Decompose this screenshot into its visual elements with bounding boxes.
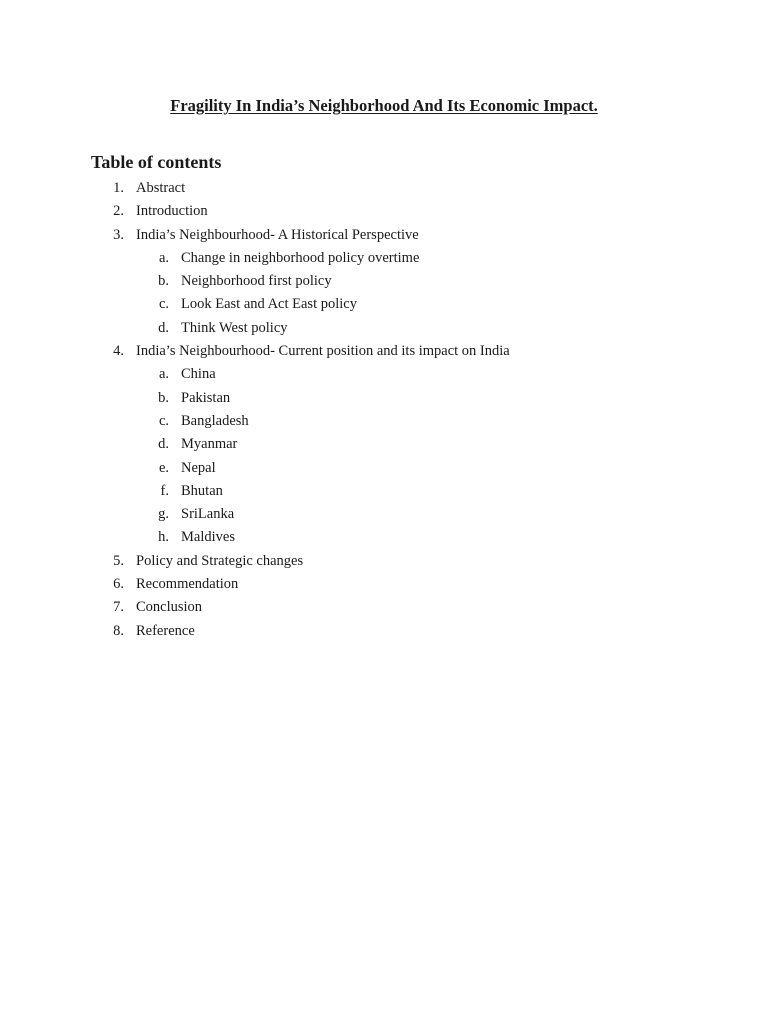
toc-subitem-letter: g. — [158, 506, 169, 523]
toc-item-label: Conclusion — [136, 599, 203, 616]
toc-item-label: India’s Neighbourhood- A Historical Perspective — [136, 226, 419, 243]
toc-subitem-letter: a. — [158, 366, 169, 383]
toc-subitem-label: SriLanka — [181, 506, 235, 523]
toc-item-number: 8. — [113, 622, 124, 639]
toc-item-label: Policy and Strategic changes — [136, 552, 304, 569]
toc-subitem-label: Look East and Act East policy — [181, 296, 357, 313]
toc-subitem-label: China — [181, 366, 216, 383]
toc-subitem-letter: h. — [158, 529, 169, 546]
toc-subitem-label: Myanmar — [181, 436, 238, 453]
toc-subitem-label: Change in neighborhood policy overtime — [181, 249, 420, 266]
toc-item-number: 5. — [113, 552, 124, 569]
toc-item-number: 4. — [113, 343, 124, 360]
toc-item-number: 7. — [113, 599, 124, 616]
toc-subitem-letter: d. — [158, 319, 169, 336]
toc-item-number: 1. — [113, 180, 124, 196]
toc-subitem-label: Nepal — [181, 459, 216, 476]
toc-item-label: Abstract — [136, 180, 186, 196]
toc-item-label: Recommendation — [136, 576, 239, 593]
toc-subitem-letter: f. — [160, 482, 169, 499]
toc-subitem-label: Think West policy — [181, 319, 288, 336]
toc-item-number: 3. — [113, 226, 124, 243]
toc-subitem-label: Bangladesh — [181, 412, 249, 429]
toc-heading: Table of contents — [91, 152, 222, 172]
toc-subitem-label: Neighborhood first policy — [181, 273, 332, 290]
toc-item-number: 6. — [113, 576, 124, 593]
toc-item-label: Reference — [136, 622, 195, 639]
toc-subitem-label: Pakistan — [181, 389, 231, 406]
toc-subitem-letter: b. — [158, 273, 169, 290]
toc-subitem-label: Bhutan — [181, 482, 223, 499]
toc-item-number: 2. — [113, 203, 124, 220]
toc-item-label: Introduction — [136, 203, 208, 220]
document-title: Fragility In India’s Neighborhood And Its Economic Impact. — [170, 96, 598, 115]
toc-item-label: India’s Neighbourhood- Current position and its impact on India — [136, 343, 510, 360]
toc-subitem-letter: a. — [158, 249, 169, 266]
toc-subitem-letter: d. — [158, 436, 169, 453]
toc-subitem-letter: c. — [158, 412, 169, 429]
toc-subitem-letter: e. — [158, 459, 169, 476]
toc-subitem-letter: c. — [158, 296, 169, 313]
toc-subitem-label: Maldives — [181, 529, 235, 546]
toc-subitem-letter: b. — [158, 389, 169, 406]
